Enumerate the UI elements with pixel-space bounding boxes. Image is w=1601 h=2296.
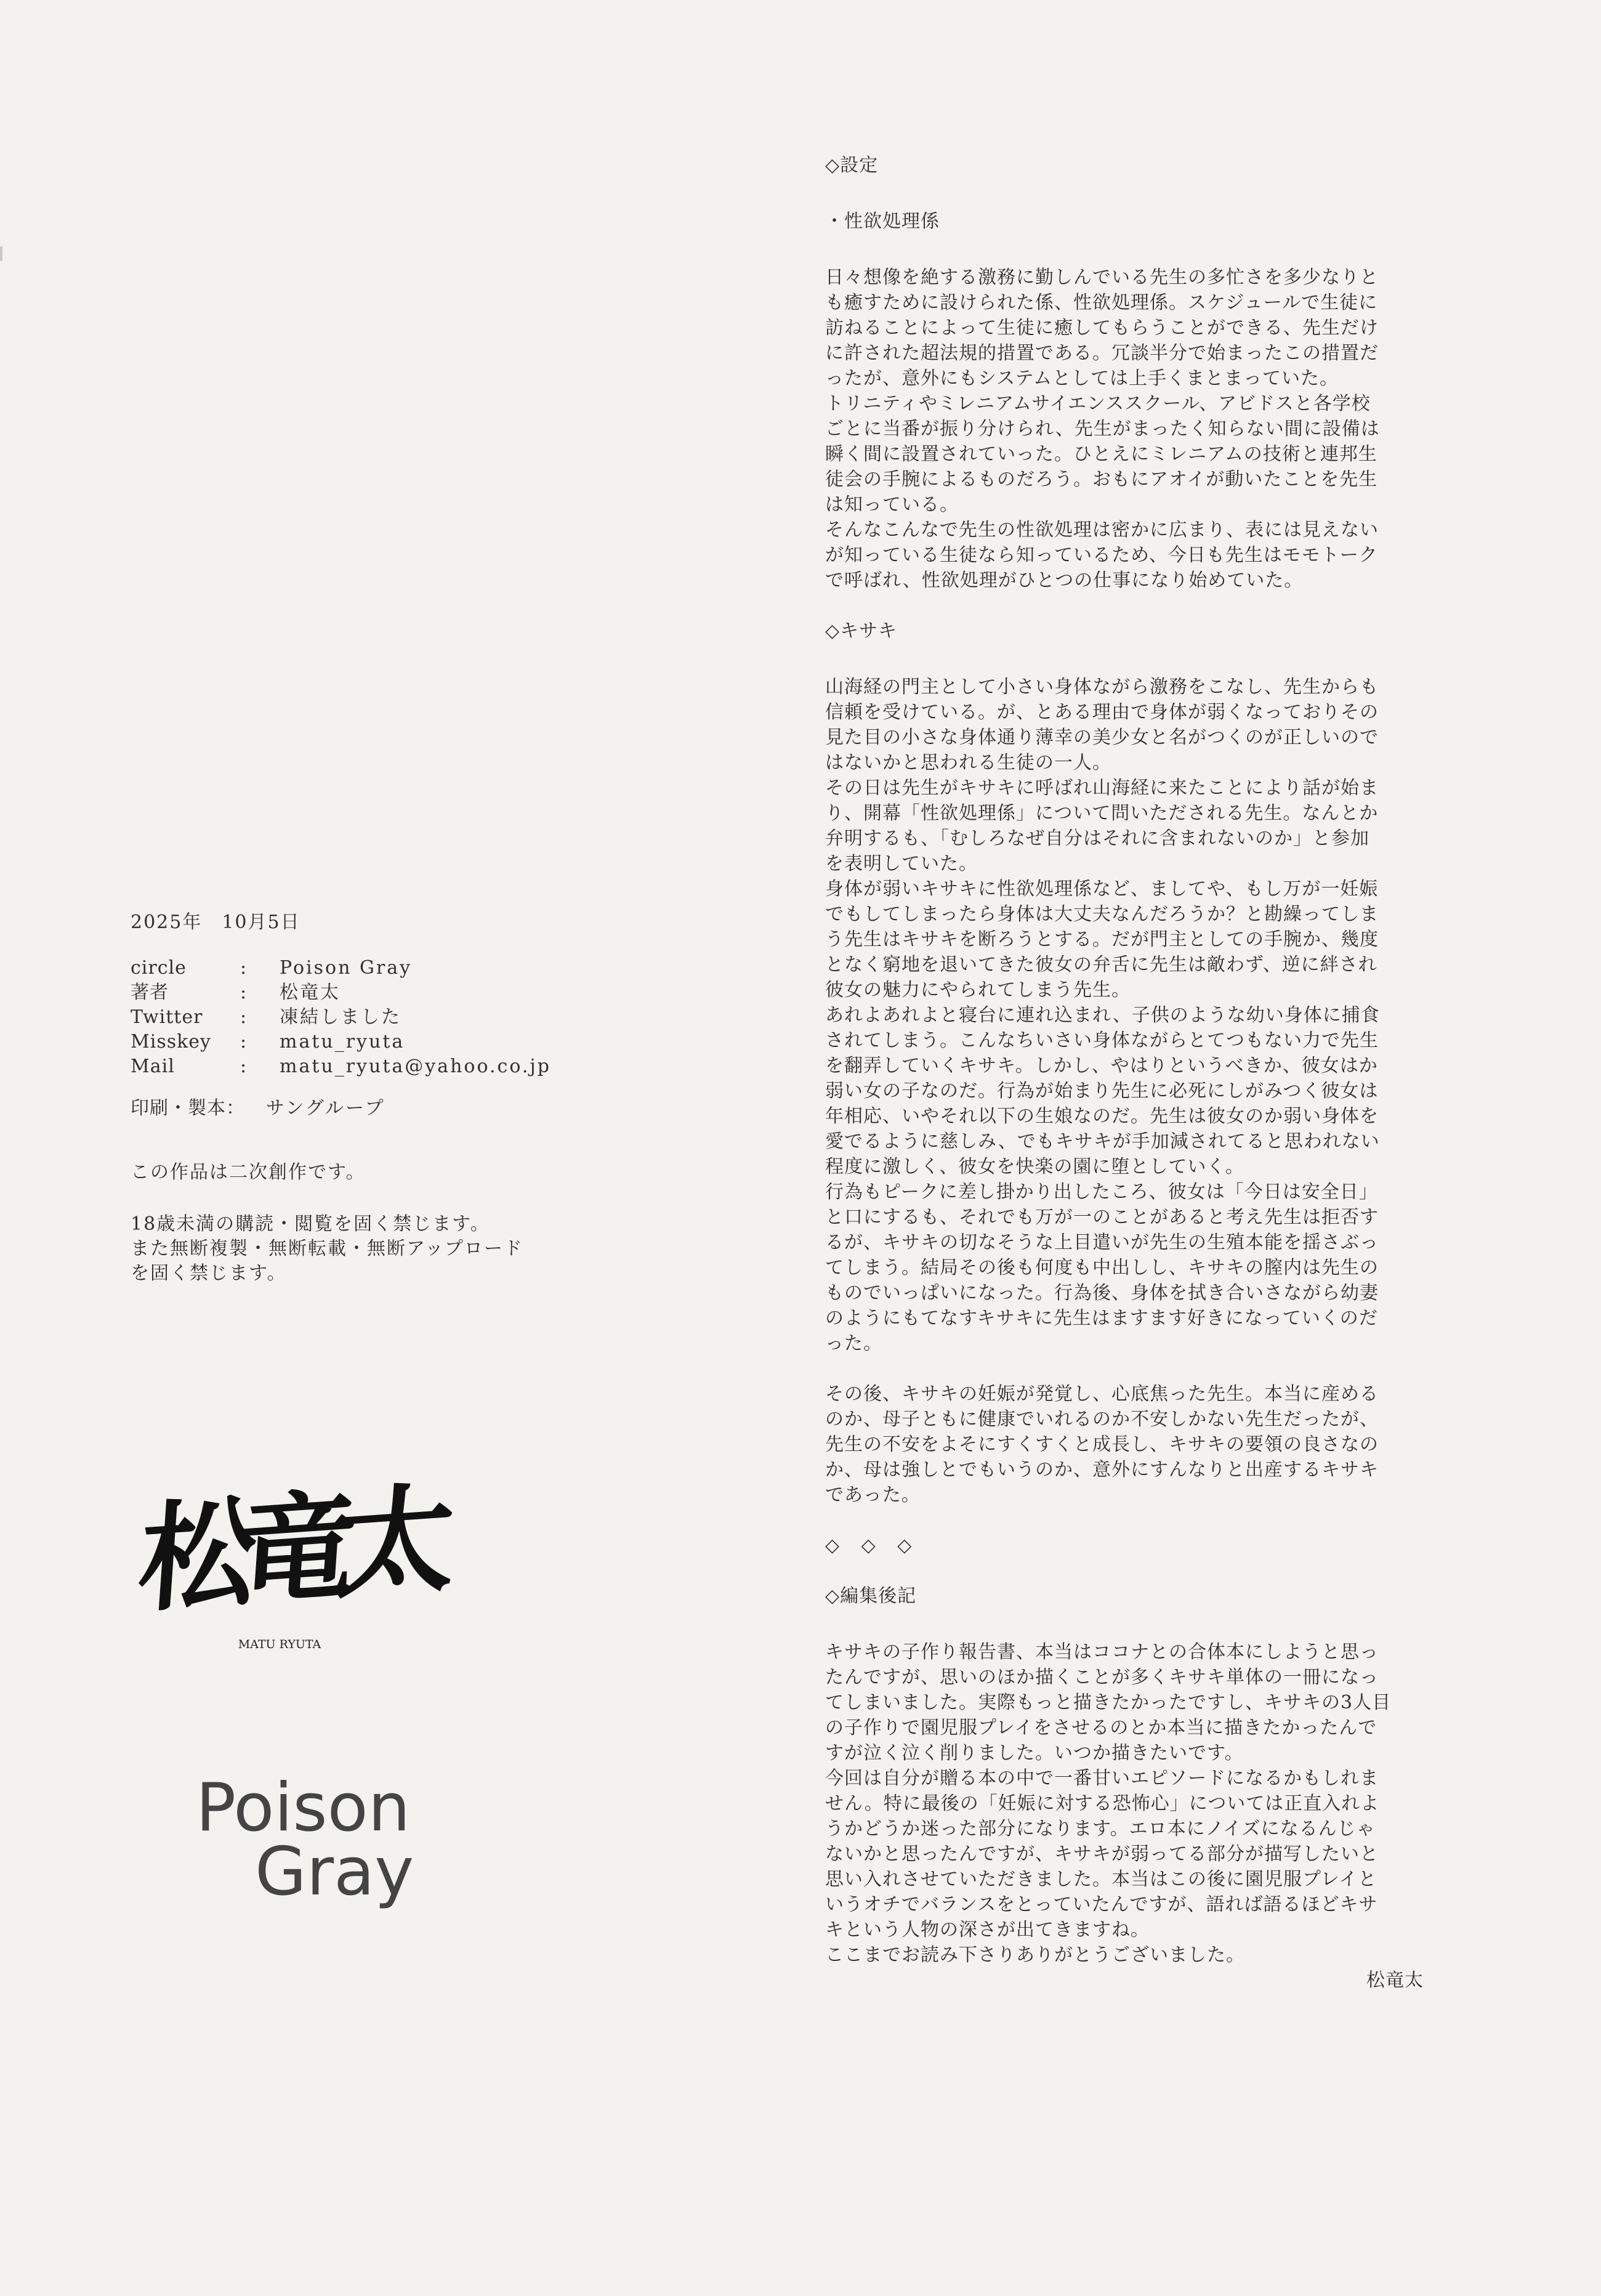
notice-line: 18歳未満の購読・閲覧を固く禁じます。 <box>131 1213 490 1235</box>
text-line: キサキの子作り報告書、本当はココナとの合体本にしようと思っ <box>825 1641 1379 1663</box>
text-line: うかどうか迷った部分になります。エロ本にノイズになるんじゃ <box>825 1818 1376 1840</box>
info-separator: : <box>240 957 247 979</box>
info-value: サングループ <box>266 1097 385 1119</box>
text-line: 瞬く間に設置されていった。ひとえにミレニアムの技術と連邦生 <box>825 443 1377 465</box>
section-heading-kisaki: ◇キサキ <box>825 620 898 642</box>
text-line: その日は先生がキサキに呼ばれ山海経に来たことにより話が始ま <box>825 777 1379 799</box>
section-divider: ◇ ◇ ◇ <box>825 1535 913 1556</box>
circle-logo-line: Gray <box>255 1833 414 1910</box>
info-row-circle <box>131 956 623 980</box>
circle-logo <box>196 1769 414 1910</box>
info-separator: : <box>240 1031 247 1053</box>
age-restriction-notice <box>131 1212 623 1286</box>
text-line: ないかと思ったんですが、キサキが弱ってる部分が描写したいと <box>825 1843 1379 1865</box>
text-line: った。 <box>825 1333 882 1354</box>
text-line: の子作りで園児服プレイをさせるのとか本当に描きたかったんで <box>825 1717 1377 1739</box>
text-line: てしまいました。実際もっと描きたかったですし、キサキの3人目 <box>825 1692 1392 1713</box>
subsection-heading: ・性欲処理係 <box>825 211 940 232</box>
text-line: 程度に激しく、彼女を快楽の園に堕としていく。 <box>825 1156 1244 1178</box>
text-line: キという人物の深さが出てきますね。 <box>825 1919 1150 1941</box>
text-line: であった。 <box>825 1484 921 1506</box>
section-heading-afterword: ◇編集後記 <box>825 1585 917 1607</box>
info-key: 印刷・製本： <box>131 1097 245 1119</box>
text-line: 思い入れさせていただきました。本当はこの後に園児服プレイと <box>825 1869 1377 1890</box>
text-line: いうオチでバランスをとっていたんですが、語れば語るほどキサ <box>825 1894 1378 1915</box>
text-line: 見た目の小さな身体通り薄幸の美少女と名がつくのが正しいので <box>825 727 1379 748</box>
text-line: り、開幕「性欲処理係」について問いただされる先生。なんとか <box>825 802 1379 824</box>
text-line: たんですが、思いのほか描くことが多くキサキ単体の一冊になっ <box>825 1667 1379 1688</box>
text-line: う先生はキサキを断ろうとする。だが門主としての手腕か、幾度 <box>825 929 1379 950</box>
info-row-twitter <box>131 1005 623 1030</box>
calligraphy-romaji: MATU RYUTA <box>238 1638 321 1651</box>
info-value: Poison Gray <box>280 957 413 979</box>
notice-line: また無断複製・無断転載・無断アップロード <box>131 1238 523 1259</box>
text-line: 愛でるように慈しみ、でもキサキが手加減されてると思われない <box>825 1131 1380 1152</box>
info-separator: : <box>240 1006 247 1028</box>
paragraph-settings <box>825 265 1453 593</box>
page-edge-mark <box>0 246 2 261</box>
publication-date: 2025年 10月5日 <box>131 912 300 933</box>
text-line: されてしまう。こんなちいさい身体ながらとてつもない力で先生 <box>825 1030 1379 1051</box>
text-line: ものでいっぱいになった。行為後、身体を拭き合いさながら幼妻 <box>825 1282 1379 1304</box>
text-line: あれよあれよと寝台に連れ込まれ、子供のような幼い身体に捕食 <box>825 1004 1380 1026</box>
notice-line: を固く禁じます。 <box>131 1263 287 1284</box>
text-line: 身体が弱いキサキに性欲処理係など、ましてや、もし万が一妊娠 <box>825 878 1379 900</box>
text-line: その後、キサキの妊娠が発覚し、心底焦った先生。本当に産める <box>825 1383 1379 1405</box>
info-row-printer <box>131 1096 623 1121</box>
text-line: 先生の不安をよそにすくすくと成長し、キサキの要領の良さなの <box>825 1434 1379 1455</box>
text-line: に許された超法規的措置である。冗談半分で始まったこの措置だ <box>825 342 1379 364</box>
text-line: てしまう。結局その後も何度も中出しし、キサキの膣内は先生の <box>825 1257 1379 1279</box>
info-row-misskey <box>131 1030 623 1054</box>
text-line: せん。特に最後の「妊娠に対する恐怖心」については正直入れよ <box>825 1793 1380 1814</box>
info-key: Misskey <box>131 1031 211 1053</box>
info-key: circle <box>131 957 187 979</box>
info-row-author <box>131 980 623 1005</box>
info-value: matu_ryuta@yahoo.co.jp <box>280 1056 551 1077</box>
info-value: 松竜太 <box>280 982 341 1003</box>
text-line: 弁明するも、「むしろなぜ自分はそれに含まれないのか」と参加 <box>825 828 1369 849</box>
paragraph-epilogue <box>825 1381 1453 1508</box>
info-key: Twitter <box>131 1006 203 1028</box>
text-line: と口にするも、それでも万が一のことがあると考え先生は拒否す <box>825 1207 1379 1228</box>
paragraph-kisaki <box>825 674 1453 1356</box>
text-line: のか、母子ともに健康でいれるのか不安しかない先生だったが、 <box>825 1409 1379 1430</box>
text-line: 信頼を受けている。が、とある理由で身体が弱くなっておりその <box>825 701 1379 723</box>
text-line: ごとに当番が振り分けられ、先生がまったく知らない間に設備は <box>825 418 1380 440</box>
text-line: 彼女の魅力にやられてしまう先生。 <box>825 979 1131 1001</box>
circle-logo-line: Poison <box>196 1769 411 1846</box>
text-line: は知っている。 <box>825 494 959 515</box>
calligraphy-text: 松竜太 <box>134 1470 443 1630</box>
text-line: 今回は自分が贈る本の中で一番甘いエピソードになるかもしれま <box>825 1768 1379 1789</box>
info-key: Mail <box>131 1056 175 1077</box>
text-line: 徒会の手腕によるものだろう。おもにアオイが動いたことを先生 <box>825 469 1378 490</box>
text-line: はないかと思われる生徒の一人。 <box>825 752 1111 774</box>
text-line: でもしてしまったら身体は大丈夫なんだろうか？と勘繰ってしま <box>825 903 1379 925</box>
info-separator: : <box>240 982 247 1003</box>
text-line: トリニティやミレニアムサイエンススクール、アビドスと各学校 <box>825 393 1371 414</box>
text-line: るが、キサキの切なそうな上目遣いが先生の生殖本能を揺さぶっ <box>825 1232 1379 1253</box>
author-signature: 松竜太 <box>1366 1970 1424 1991</box>
text-line: も癒すために設けられた係、性欲処理係。スケジュールで生徒に <box>825 292 1378 313</box>
text-line: 日々想像を絶する激務に勤しんでいる先生の多忙さを多少なりと <box>825 267 1379 288</box>
text-line: 山海経の門主として小さい身体ながら激務をこなし、先生からも <box>825 676 1379 698</box>
text-line: のようにもてなすキサキに先生はますます好きになっていくのだ <box>825 1308 1378 1329</box>
info-row-mail <box>131 1054 623 1079</box>
paragraph-afterword <box>825 1639 1453 1968</box>
notes-column <box>825 153 1453 1993</box>
text-line: 行為もピークに差し掛かり出したころ、彼女は「今日は安全日」 <box>825 1181 1378 1203</box>
info-value: matu_ryuta <box>280 1031 405 1053</box>
info-value: 凍結しました <box>280 1006 401 1028</box>
section-heading-settings: ◇設定 <box>825 155 879 176</box>
text-line: 訪ねることによって生徒に癒してもらうことができる、先生だけ <box>825 317 1379 339</box>
text-line: を翻弄していくキサキ。しかし、やはりというべきか、彼女はか <box>825 1055 1378 1077</box>
info-separator: : <box>240 1056 247 1077</box>
derivative-work-note: この作品は二次創作です。 <box>131 1162 366 1183</box>
text-line: となく窮地を退いてきた彼女の弁舌に先生は敵わず、逆に絆され <box>825 954 1377 976</box>
text-line: か、母は強しとでもいうのか、意外にすんなりと出産するキサキ <box>825 1459 1379 1481</box>
text-line: 弱い女の子なのだ。行為が始まり先生に必死にしがみつく彼女は <box>825 1080 1379 1102</box>
text-line: 年相応、いやそれ以下の生娘なのだ。先生は彼女のか弱い身体を <box>825 1106 1379 1127</box>
text-line: すが泣く泣く削りました。いつか描きたいです。 <box>825 1742 1244 1764</box>
info-key: 著者 <box>131 982 169 1003</box>
text-line: で呼ばれ、性欲処理がひとつの仕事になり始めていた。 <box>825 570 1304 591</box>
text-line: ったが、意外にもシステムとしては上手くまとまっていた。 <box>825 368 1339 389</box>
colophon <box>131 910 623 1286</box>
text-line: そんなこんなで先生の性欲処理は密かに広まり、表には見えない <box>825 519 1379 541</box>
author-calligraphy-logo <box>134 1417 443 1663</box>
text-line: が知っている生徒なら知っているため、今日も先生はモモトーク <box>825 544 1378 566</box>
text-line: を表明していた。 <box>825 853 978 875</box>
text-line: ここまでお読み下さりありがとうございました。 <box>825 1944 1245 1966</box>
